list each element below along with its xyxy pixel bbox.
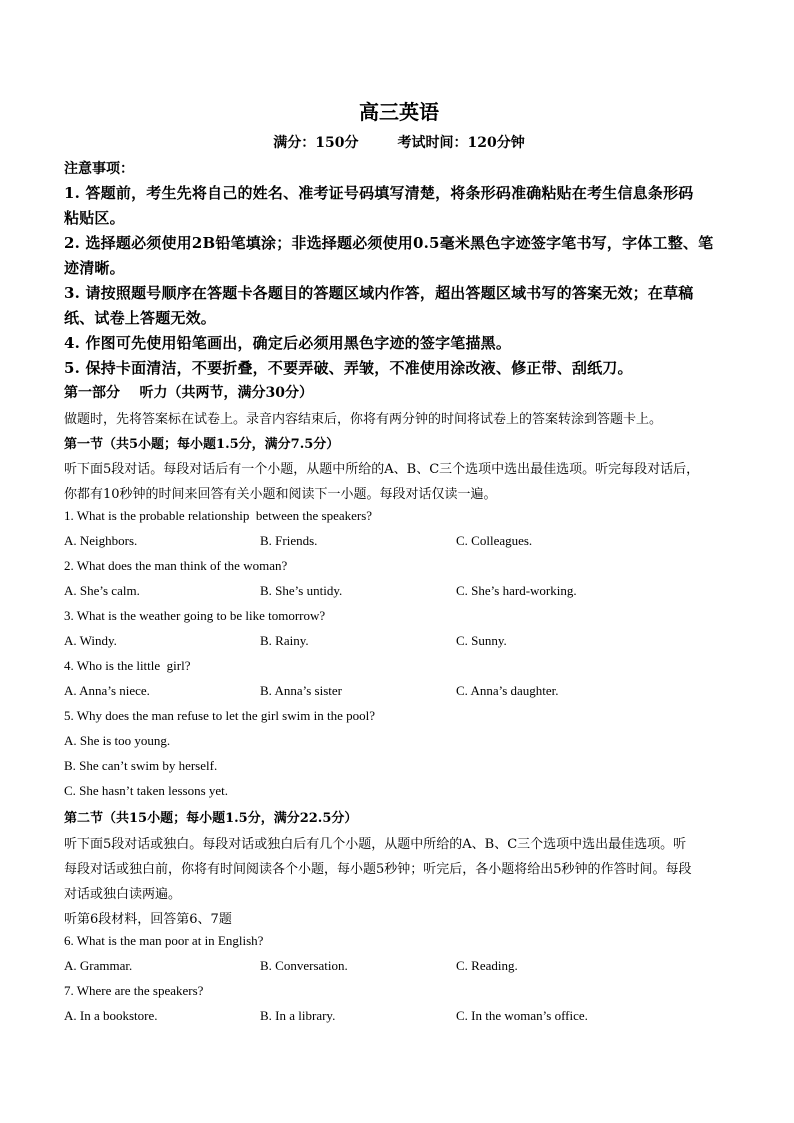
question-stem: 6. What is the man poor at in English? bbox=[64, 933, 264, 948]
question-stem: 2. What does the man think of the woman? bbox=[64, 558, 288, 573]
question-stem: 1. What is the probable relationship between the speakers? bbox=[64, 508, 373, 523]
option-c: C. Sunny. bbox=[456, 633, 507, 648]
question-stem: 7. Where are the speakers? bbox=[64, 983, 204, 998]
notice-line: 4. 作图可先使用铅笔画出，确定后必须用黑色字迹的签字笔描黑。 bbox=[64, 334, 512, 352]
exam-title: 高三英语 bbox=[359, 100, 439, 124]
section1-intro: 听下面5段对话。每段对话后有一个小题，从题中所给的A、B、C三个选项中选出最佳选项。听完每段对话后， bbox=[64, 462, 700, 477]
section2-heading: 第二节（共15小题；每小题1.5分，满分22.5分） bbox=[64, 811, 358, 826]
section2-intro: 每段对话或独白前，你将有时间阅读各个小题，每小题5秒钟；听完后，各小题将给出5秒钟的作答时间。每段 bbox=[64, 862, 692, 877]
question-stem: 5. Why does the man refuse to let the girl swim in the pool? bbox=[64, 708, 375, 723]
option-a: A. Neighbors. bbox=[64, 533, 138, 548]
question-stem: 3. What is the weather going to be like tomorrow? bbox=[64, 608, 326, 623]
question-stem: 4. Who is the little girl? bbox=[64, 658, 191, 673]
notice-line: 迹清晰。 bbox=[64, 259, 125, 277]
section2-intro: 听下面5段对话或独白。每段对话或独白后有几个小题，从题中所给的A、B、C三个选项中选出最佳选项。听 bbox=[64, 837, 687, 852]
part1-intro: 做题时，先将答案标在试卷上。录音内容结束后，你将有两分钟的时间将试卷上的答案转涂到答题卡上。 bbox=[64, 412, 663, 427]
section2-intro: 对话或独白读两遍。 bbox=[64, 887, 182, 902]
option-a: A. Anna’s niece. bbox=[64, 683, 150, 698]
option-c: C. Colleagues. bbox=[456, 533, 533, 548]
question-options bbox=[64, 583, 734, 601]
option-b: B. She’s untidy. bbox=[260, 583, 343, 598]
option-a: A. She is too young. bbox=[64, 733, 171, 748]
option-c: C. Anna’s daughter. bbox=[456, 683, 559, 698]
question-options bbox=[64, 1008, 734, 1026]
notice-heading: 注意事项： bbox=[64, 161, 134, 177]
material-label: 听第6段材料，回答第6、7题 bbox=[64, 912, 232, 927]
question-options bbox=[64, 633, 734, 651]
question-options bbox=[64, 533, 734, 551]
section1-heading: 第一节（共5小题；每小题1.5分，满分7.5分） bbox=[64, 437, 340, 452]
notice-line: 粘贴区。 bbox=[64, 209, 125, 227]
notice-line: 1. 答题前，考生先将自己的姓名、准考证号码填写清楚，将条形码准确粘贴在考生信息条形码 bbox=[64, 184, 694, 202]
option-b: B. She can’t swim by herself. bbox=[64, 758, 218, 773]
option-b: B. Friends. bbox=[260, 533, 318, 548]
part1-heading: 第一部分 听力（共两节，满分30分） bbox=[64, 385, 313, 401]
option-a: A. In a bookstore. bbox=[64, 1008, 158, 1023]
question-options bbox=[64, 958, 734, 976]
option-b: B. In a library. bbox=[260, 1008, 336, 1023]
option-b: B. Anna’s sister bbox=[260, 683, 342, 698]
option-b: B. Conversation. bbox=[260, 958, 348, 973]
option-a: A. Windy. bbox=[64, 633, 117, 648]
option-a: A. She’s calm. bbox=[64, 583, 140, 598]
notice-line: 纸、试卷上答题无效。 bbox=[64, 309, 217, 327]
question-options bbox=[64, 683, 734, 701]
notice-line: 5. 保持卡面清洁，不要折叠，不要弄破、弄皱，不准使用涂改液、修正带、刮纸刀。 bbox=[64, 359, 633, 377]
section1-intro: 你都有10秒钟的时间来回答有关小题和阅读下一小题。每段对话仅读一遍。 bbox=[64, 487, 497, 502]
option-c: C. She’s hard-working. bbox=[456, 583, 577, 598]
notice-line: 3. 请按照题号顺序在答题卡各题目的答题区域内作答，超出答题区域书写的答案无效；在草稿 bbox=[64, 284, 694, 302]
option-a: A. Grammar. bbox=[64, 958, 133, 973]
option-c: C. Reading. bbox=[456, 958, 518, 973]
exam-subtitle: 满分：150分 考试时间：120分钟 bbox=[273, 135, 525, 151]
option-b: B. Rainy. bbox=[260, 633, 309, 648]
notice-line: 2. 选择题必须使用2B铅笔填涂；非选择题必须使用0.5毫米黑色字迹签字笔书写，字体工整、笔 bbox=[64, 234, 714, 252]
option-c: C. She hasn’t taken lessons yet. bbox=[64, 783, 229, 798]
option-c: C. In the woman’s office. bbox=[456, 1008, 588, 1023]
